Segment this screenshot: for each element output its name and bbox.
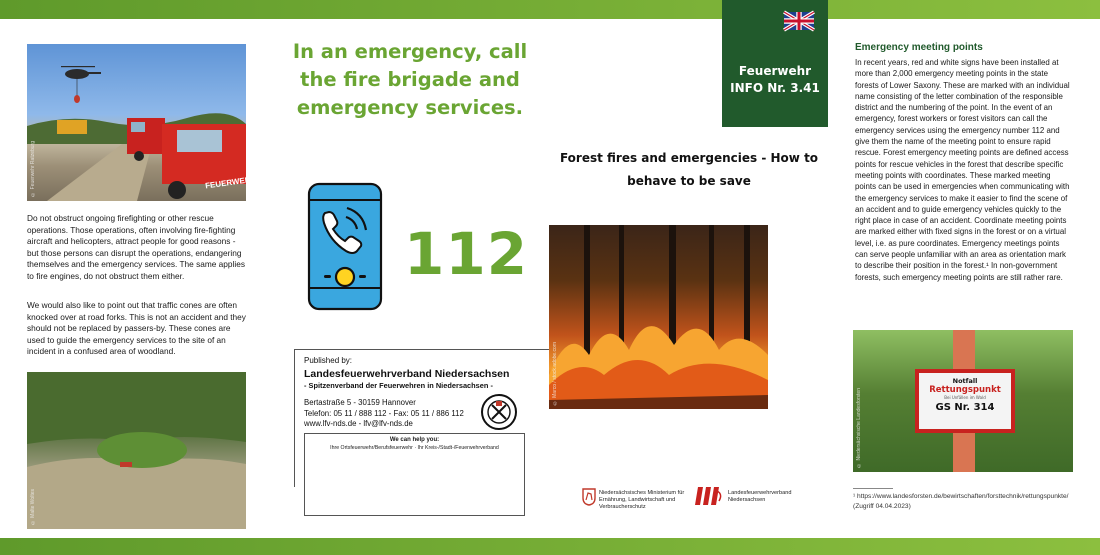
photo-credit: © Niedersächsische Landesforsten — [856, 388, 862, 468]
bottom-green-band — [0, 538, 1100, 555]
emergency-number-112: 112 — [404, 220, 529, 288]
help-text: Ihre Ortsfeuerwehr/Berufsfeuerwehr · Ihr Kreis-/Stadt-/Feuerwehrverband — [330, 445, 499, 451]
sign-code: GS Nr. 314 — [935, 402, 995, 413]
help-contact-box — [304, 433, 525, 516]
divider — [294, 349, 295, 487]
smartphone-call-icon — [308, 183, 382, 315]
address-line: Bertastraße 5 - 30159 Hannover — [304, 398, 416, 407]
sign-line3: Bei Unfällen im Wald — [944, 395, 986, 400]
forest-fire-illustration — [549, 225, 768, 409]
helicopter-scene-illustration — [27, 44, 246, 201]
lower-saxony-ministry-logo — [582, 488, 596, 511]
forest-path-illustration — [27, 372, 246, 529]
photo-credit: © Marco / stock.adobe.com — [552, 341, 558, 405]
photo-credit: © Malte Woltes — [30, 488, 36, 525]
lfv-logo-icon — [695, 485, 725, 512]
meeting-points-heading: Emergency meeting points — [855, 42, 983, 53]
photo-credit: © Feuerwehr Ratzeburg — [30, 141, 36, 197]
sign-line2: Rettungspunkt — [929, 385, 1001, 395]
info-series-label: Feuerwehr — [738, 64, 812, 78]
info-number-label: INFO Nr. 3.41 — [730, 81, 820, 95]
sign-line1: Notfall — [952, 377, 978, 385]
footnote-link[interactable]: ¹ https://www.landesforsten.de/bewirtschaften/forsttechnik/rettungspunkte/ (Zugriff 04.04.2023) — [853, 493, 1069, 510]
uk-flag-icon[interactable] — [784, 12, 814, 35]
footnote-rule — [853, 488, 893, 489]
divider — [294, 349, 552, 350]
lfv-logo-text: Landesfeuerwehrverband Niedersachsen — [728, 490, 792, 503]
ministry-logo-text: Niedersächsisches Ministerium für Ernährung, Landwirtschaft und Verbraucherschutz — [599, 490, 685, 510]
emergency-headline: In an emergency, call the fire brigade and emergency services. — [292, 40, 528, 119]
forest-path-photo — [27, 372, 246, 529]
meeting-points-text: In recent years, red and white signs have been installed at more than 2,000 emergency meeting points in the state forests of Lower Saxony. These are marked with an individual name consisting of the letter combination of the responsible district and the numbering of the point. In the event of an emergency, forest workers or forest visitors can call the emergency services using the emergency number 112 and give them the name of the meeting point to ensure rapid rescue. Forest emergency meeting points are defined access points for rescue vehicles in the forest that describe specific meeting points with coordinates. These marked meeting points can be used in emergencies when communicating with the emergency services to make it easier to find the scene of an accident and to guide emergency vehicles quickly to the right place in case of an accident. Coordinate meeting points are marked either with fixed signs in the forest or on a virtual level, i.e. as pure coordinates. Emergency meetings points can serve people unfamiliar with an area as orientation mark to describe their position in the forest.¹ In non-government forests, such emergency meeting points are still rather rare. — [855, 58, 1070, 282]
info-number-box — [722, 0, 828, 127]
top-green-band — [0, 0, 1100, 19]
paragraph-traffic-cones: We would also like to point out that traffic cones are often knocked over at road forks. This is not an accident and they should not be replaced by passers-by. These cones are used to guide the emergency services to the site of an incident in a confused area of woodland. — [27, 300, 246, 357]
fire-brigade-emblem-icon — [480, 393, 518, 436]
published-by-label: Published by: — [304, 356, 353, 365]
rescue-point-sign — [915, 369, 1015, 433]
web-email-line[interactable]: www.lfv-nds.de - lfv@lfv-nds.de — [304, 419, 413, 428]
forest-fire-photo — [549, 225, 768, 409]
rescue-point-sign-photo — [853, 330, 1073, 472]
paragraph-obstruction: Do not obstruct ongoing firefighting or other rescue operations. Those operations, often involving fire-fighting aircraft and helicopters, attract people for good reasons - but those persons can disrupt the operations, endangering themselves and the emergency services. The same applies to fire engines, do not obstruct them either. — [27, 213, 245, 281]
publisher-name: Landesfeuerwehrverband Niedersachsen — [304, 368, 510, 380]
publisher-subtitle: - Spitzenverband der Feuerwehren in Niedersachsen - — [304, 381, 493, 390]
truck-lettering: FEUERWEHR — [204, 174, 257, 191]
help-title: We can help you: — [389, 437, 440, 443]
leaflet-subtitle: Forest fires and emergencies - How to behave to be save — [559, 151, 819, 188]
helicopter-fire-trucks-photo — [27, 44, 257, 201]
phone-fax-line: Telefon: 05 11 / 888 112 - Fax: 05 11 / 886 112 — [304, 408, 464, 418]
